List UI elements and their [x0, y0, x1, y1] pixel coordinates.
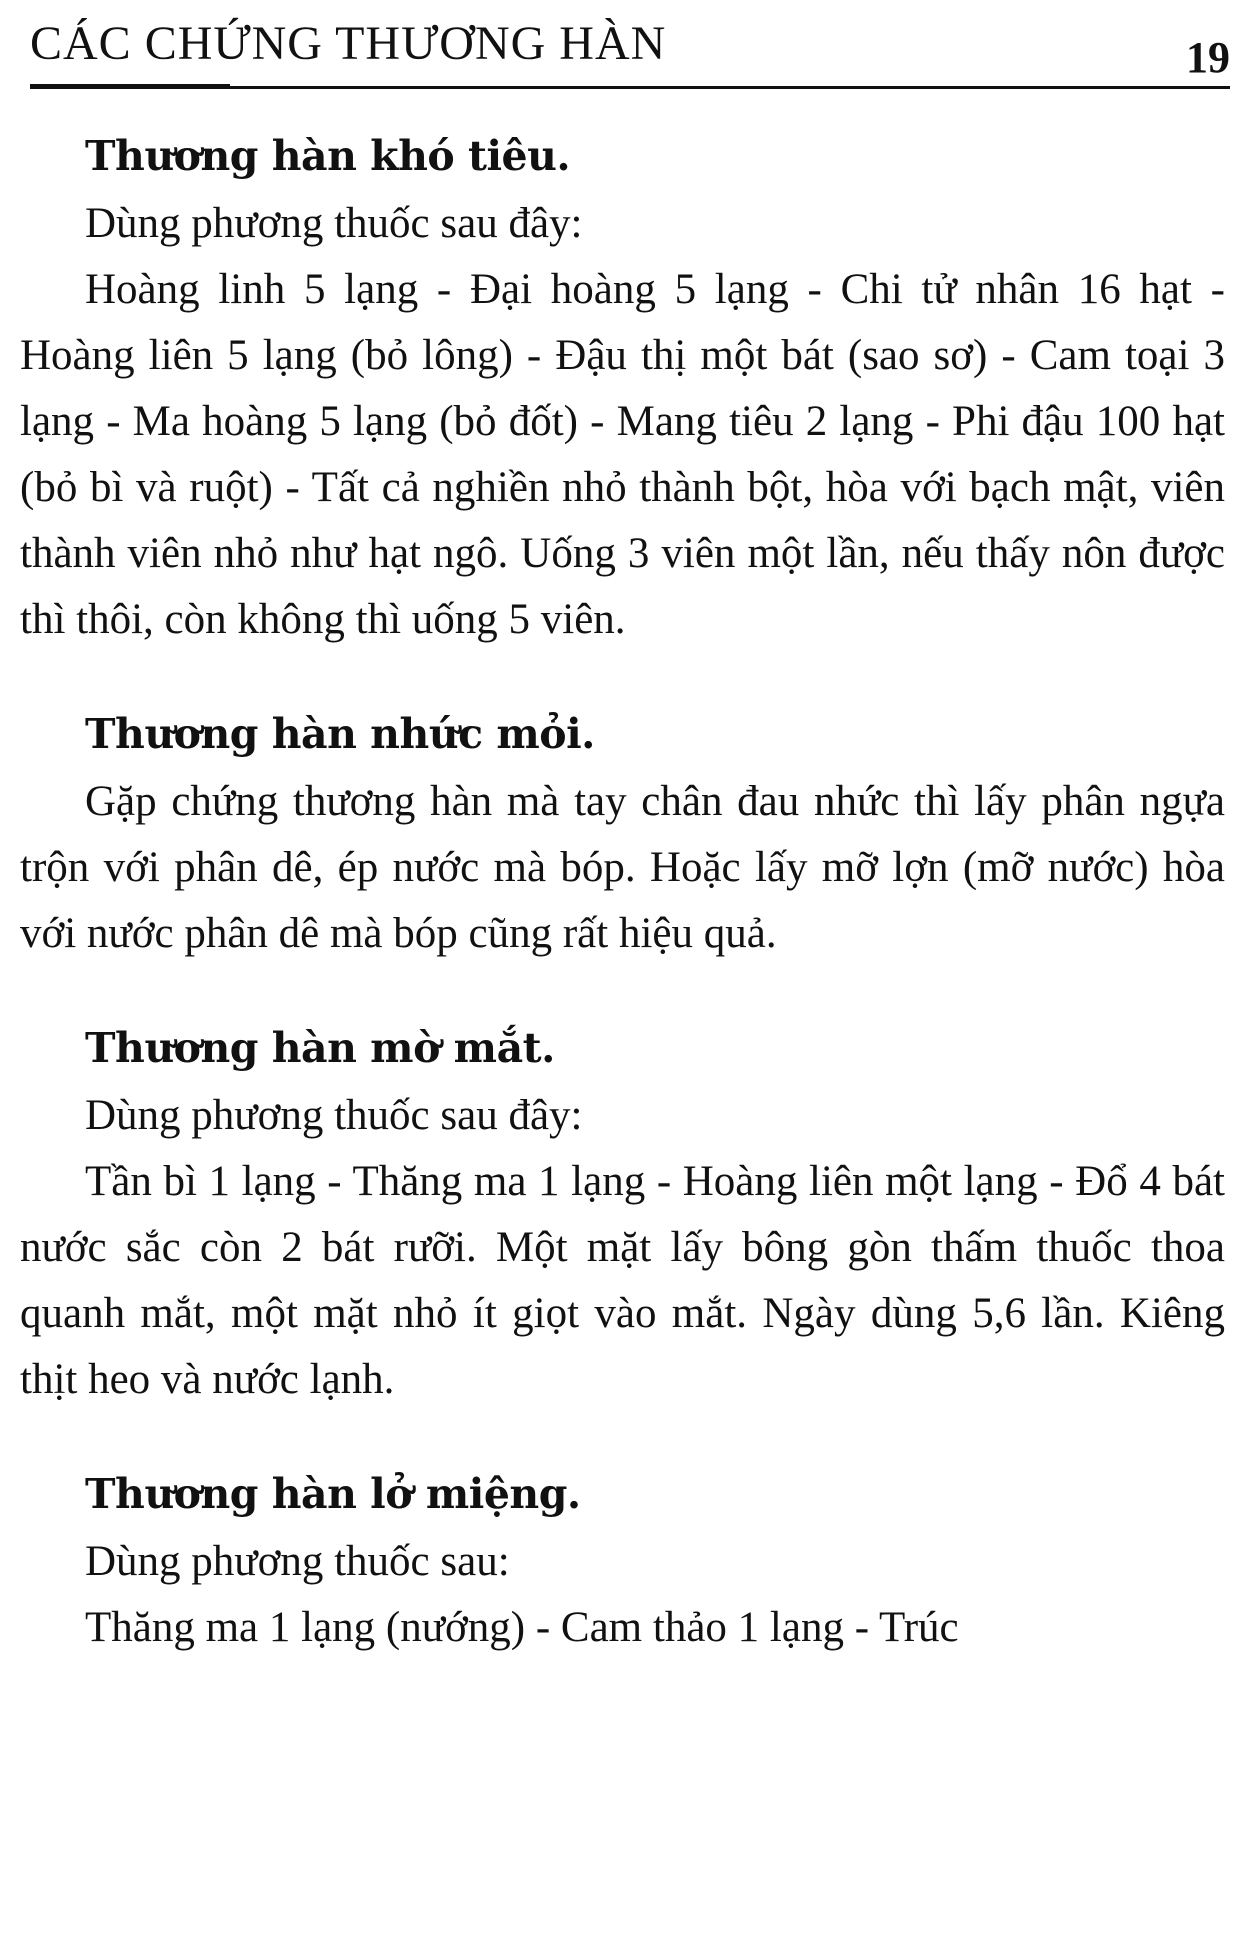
section-nhuc-moi: [20, 703, 1225, 967]
section-heading: Thương hàn lở miệng.: [85, 1470, 581, 1518]
header-rule-accent: [30, 84, 230, 89]
section-mo-mat: [20, 1017, 1225, 1413]
paragraph: Gặp chứng thương hàn mà tay chân đau nhức thì lấy phân ngựa trộn với phân dê, ép nước mà bóp. Hoặc lấy mỡ lợn (mỡ nước) hòa với nước phân dê mà bóp cũng rất hiệu quả.: [20, 778, 1225, 957]
section-heading: Thương hàn nhức mỏi.: [85, 710, 595, 758]
paragraph: Dùng phương thuốc sau:: [85, 1538, 510, 1585]
paragraph: Tần bì 1 lạng - Thăng ma 1 lạng - Hoàng liên một lạng - Đổ 4 bát nước sắc còn 2 bát rưỡi. Một mặt lấy bông gòn thấm thuốc thoa quanh mắt, một mặt nhỏ ít giọt vào mắt. Ngày dùng 5,6 lần. Kiêng thịt heo và nước lạnh.: [20, 1158, 1225, 1403]
body-text: [20, 125, 1225, 1661]
section-kho-tieu: [20, 125, 1225, 653]
paragraph: Dùng phương thuốc sau đây:: [85, 1092, 583, 1139]
paragraph: Thăng ma 1 lạng (nướng) - Cam thảo 1 lạng - Trúc: [85, 1604, 959, 1651]
section-heading: Thương hàn mờ mắt.: [85, 1024, 555, 1072]
running-title: CÁC CHỨNG THƯƠNG HÀN: [30, 17, 667, 70]
section-heading: Thương hàn khó tiêu.: [85, 132, 571, 180]
paragraph: Hoàng linh 5 lạng - Đại hoàng 5 lạng - Chi tử nhân 16 hạt - Hoàng liên 5 lạng (bỏ lông) - Đậu thị một bát (sao sơ) - Cam toại 3 lạng - Ma hoàng 5 lạng (bỏ đốt) - Mang tiêu 2 lạng - Phi đậu 100 hạt (bỏ bì và ruột) - Tất cả nghiền nhỏ thành bột, hòa với bạch mật, viên thành viên nhỏ như hạt ngô. Uống 3 viên một lần, nếu thấy nôn được thì thôi, còn không thì uống 5 viên.: [20, 266, 1225, 643]
page-number: 19: [1186, 33, 1230, 82]
section-lo-mieng: [20, 1463, 1225, 1661]
running-header: [30, 16, 1230, 86]
paragraph: Dùng phương thuốc sau đây:: [85, 200, 583, 247]
